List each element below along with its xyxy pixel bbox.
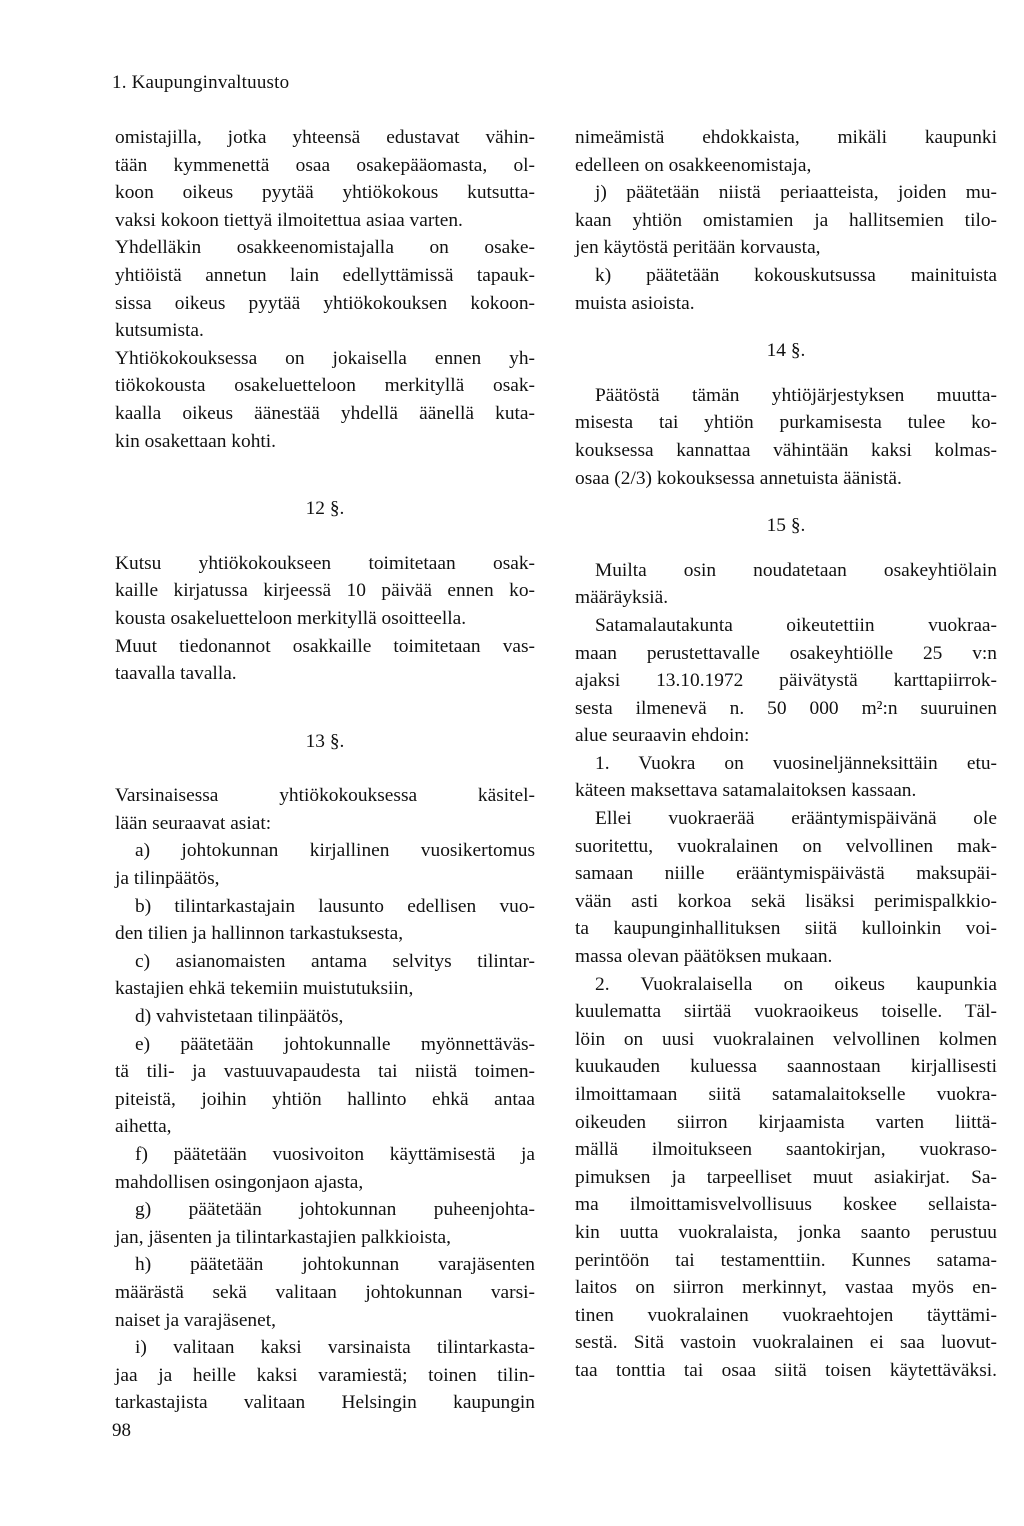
text-line: ilmoittamaan siitä satamalaitokselle vuokra- (575, 1084, 997, 1105)
text-line: muista asioista. (575, 292, 695, 314)
text-line: Yhdelläkin osakkeenomistajalla on osake- (115, 237, 535, 259)
list-item-f (115, 1141, 535, 1196)
text-line: i) valitaan kaksi varsinaista tilintarkasta- (135, 1337, 535, 1359)
text-line: yhtiöistä annetun lain edellyttämissä tapauk- (115, 264, 535, 286)
text-line: e) päätetään johtokunnalle myönnettäväs- (135, 1033, 535, 1055)
text-line: j) päätetään niistä periaatteista, joiden mu- (595, 182, 997, 204)
text-line: g) päätetään johtokunnan puheenjohta- (135, 1199, 535, 1221)
text-line: massa olevan päätöksen mukaan. (575, 946, 833, 968)
text-line: koon oikeus pyytää yhtiökokous kutsutta- (115, 182, 535, 204)
page-number: 98 (112, 1420, 131, 1441)
paragraph (115, 633, 535, 688)
text-line: ma ilmoittamisvelvollisuus koskee sellaista- (575, 1194, 997, 1216)
text-line: 2. Vuokralaisella on oikeus kaupunkia (595, 973, 997, 995)
text-line: kastajien ehkä tekemiin muistutuksiin, (115, 978, 414, 1000)
running-header: 1. Kaupunginvaltuusto (112, 72, 290, 93)
numbered-item-1 (575, 750, 997, 805)
paragraph (575, 382, 997, 492)
text-line: vaksi kokoon tiettyä ilmoitettua asiaa varten. (115, 209, 463, 231)
text-line: tä tili- ja vastuuvapaudesta tai niistä toimen- (115, 1061, 535, 1083)
section-heading-12: 12 §. (305, 498, 345, 520)
text-line: den tilien ja hallinnon tarkastuksesta, (115, 923, 404, 945)
text-line: tinen vuokralainen vuokraehtojen täyttämi- (575, 1304, 997, 1326)
text-line: maan perustettavalle osakeyhtiölle 25 v:n (575, 642, 997, 664)
section-heading-13: 13 §. (305, 730, 345, 752)
text-line: kaille kirjatussa kirjeessä 10 päivää ennen ko- (115, 580, 535, 602)
text-line: kin uutta vuokralaista, jonka saanto perustuu (575, 1221, 997, 1243)
text-line: kin osakettaan kohti. (115, 430, 277, 452)
text-line: tiökokousta osakeluetteloon merkityllä osak- (115, 375, 535, 397)
list-item-e (115, 1031, 535, 1141)
text-line: kuulematta siirtää vuokraoikeus toiselle. Täl- (575, 1001, 997, 1023)
text-line: mahdollisen osingonjaon ajasta, (115, 1171, 364, 1193)
text-line: omistajilla, jotka yhteensä edustavat vähin- (115, 127, 535, 148)
text-line: 1. Vuokra on vuosineljänneksittäin etu- (595, 752, 997, 774)
paragraph (575, 612, 997, 750)
text-line: Ellei vuokraerää erääntymispäivänä ole (595, 808, 997, 830)
text-line: b) tilintarkastajain lausunto edellisen vuo- (135, 895, 535, 917)
text-line: k) päätetään kokouskutsussa mainituista (595, 264, 997, 286)
text-line: misesta tai yhtiön purkamisesta tulee ko- (575, 412, 997, 434)
text-line: Kutsu yhtiökokoukseen toimitetaan osak- (115, 552, 535, 574)
text-line: kouksessa kannattaa vähintään kaksi kolmas- (575, 439, 997, 461)
text-line: määräyksiä. (575, 587, 669, 609)
text-line: Muut tiedonannot osakkaille toimitetaan vas- (115, 635, 535, 657)
text-line: vään asti korkoa sekä lisäksi perimispalkkio- (575, 890, 997, 912)
text-line: mällä ilmoitukseen saantokirjan, vuokraso- (575, 1139, 997, 1161)
text-line: suoritettu, vuokralainen on velvollinen mak- (575, 835, 997, 857)
text-line: ajaksi 13.10.1972 päivätystä karttapiirrok- (575, 670, 997, 692)
text-line: tarkastajista valitaan Helsingin kaupungin (115, 1392, 535, 1414)
text-line: sissa oikeus pyytää yhtiökokouksen kokoon- (115, 292, 535, 314)
text-line: Päätöstä tämän yhtiöjärjestyksen muutta- (595, 384, 997, 406)
text-line: h) päätetään johtokunnan varajäsenten (135, 1254, 535, 1276)
text-line: ta kaupunginhallituksen siitä kulloinkin voi- (575, 918, 997, 940)
paragraph (115, 550, 535, 633)
text-line: kousta osakeluetteloon merkityllä osoitteella. (115, 607, 467, 629)
text-line: jan, jäsenten ja tilintarkastajien palkkioista, (115, 1226, 452, 1248)
text-line: nimeämistä ehdokkaista, mikäli kaupunki (575, 127, 997, 148)
text-line: piteistä, joihin yhtiön hallinto ehkä antaa (115, 1088, 535, 1110)
right-column (575, 124, 997, 1385)
text-line: aihetta, (115, 1116, 172, 1138)
numbered-item-2 (575, 971, 997, 1385)
text-line: a) johtokunnan kirjallinen vuosikertomus (135, 840, 535, 862)
text-line: löin on uusi vuokralainen velvollinen kolmen (575, 1028, 997, 1050)
list-item-j (575, 179, 997, 262)
paragraph (115, 782, 535, 837)
text-line: Yhtiökokouksessa on jokaisella ennen yh- (115, 347, 535, 369)
text-line: sestä. Sitä vastoin vuokralainen ei saa luovut- (575, 1332, 997, 1354)
paragraph (115, 124, 535, 234)
left-column (115, 124, 535, 1417)
text-line: f) päätetään vuosivoiton käyttämisestä ja (135, 1144, 535, 1165)
text-line: jen käytöstä peritään korvausta, (575, 237, 821, 259)
text-line: c) asianomaisten antama selvitys tilintar- (135, 950, 535, 972)
text-line: kutsumista. (115, 320, 204, 342)
list-item-h (115, 1251, 535, 1334)
paragraph (575, 805, 997, 971)
text-line: perintöön tai testamenttiin. Kunnes satama- (575, 1249, 997, 1271)
list-item-c (115, 948, 535, 1003)
text-line: kaan yhtiön omistamien ja hallitsemien tilo- (575, 209, 997, 231)
list-item-b (115, 893, 535, 948)
text-line: kaalla oikeus äänestää yhdellä äänellä kuta- (115, 402, 535, 424)
text-line: samaan niille erääntymispäivästä maksupäi- (575, 863, 997, 885)
paragraph (115, 234, 535, 344)
list-item-g (115, 1196, 535, 1251)
text-line: laitos on siirron merkinnyt, vastaa myös en- (575, 1277, 997, 1299)
text-line: alue seuraavin ehdoin: (575, 725, 750, 747)
text-line: käteen maksettava satamalaitoksen kassaan. (575, 780, 917, 802)
text-line: osaa (2/3) kokouksessa annetuista äänistä. (575, 467, 902, 489)
text-line: naiset ja varajäsenet, (115, 1309, 276, 1331)
section-heading-14: 14 §. (766, 340, 806, 362)
text-line: edelleen on osakkeenomistaja, (575, 154, 812, 176)
text-line: oikeuden siirron kirjaamista varten liittä- (575, 1111, 997, 1133)
text-line: kuukauden kuluessa saannostaan kirjallisesti (575, 1056, 997, 1078)
text-line: pimuksen ja tarpeelliset muut asiakirjat. Sa- (575, 1166, 997, 1188)
text-line: Muilta osin noudatetaan osakeyhtiölain (595, 559, 997, 581)
text-line: taavalla tavalla. (115, 663, 237, 685)
list-item-i (115, 1334, 535, 1417)
text-line: Varsinaisessa yhtiökokouksessa käsitel- (115, 785, 535, 807)
text-line: sesta ilmenevä n. 50 000 m²:n suuruinen (575, 697, 997, 719)
paragraph (575, 124, 997, 179)
section-heading-15: 15 §. (766, 515, 806, 537)
list-item-k (575, 262, 997, 317)
text-line: lään seuraavat asiat: (115, 812, 272, 834)
paragraph (115, 345, 535, 455)
list-item-d (115, 1003, 535, 1031)
paragraph (575, 557, 997, 612)
text-line: d) vahvistetaan tilinpäätös, (135, 1006, 344, 1028)
text-line: määrästä sekä valitaan johtokunnan varsi- (115, 1281, 535, 1303)
text-line: jaa ja heille kaksi varamiestä; toinen tilin- (115, 1364, 535, 1386)
text-line: taa tonttia tai osaa siitä toisen käytettäväksi. (575, 1359, 997, 1381)
list-item-a (115, 837, 535, 892)
text-line: Satamalautakunta oikeutettiin vuokraa- (595, 614, 997, 636)
text-line: ja tilinpäätös, (115, 868, 220, 890)
text-line: tään kymmenettä osaa osakepääomasta, ol- (115, 154, 535, 176)
